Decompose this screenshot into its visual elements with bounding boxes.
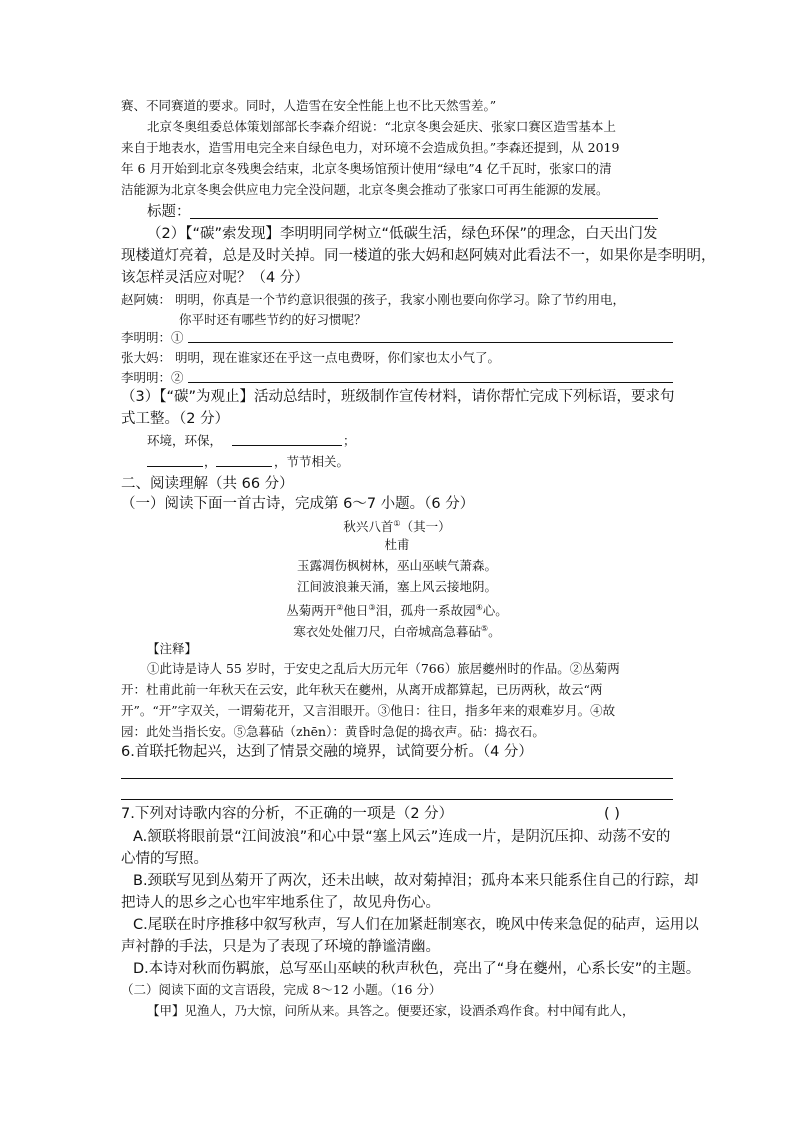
option-c: C.尾联在时序推移中叙写秋声，写人们在加紧赶制寒衣，晚风中传来急促的砧声，运用以: [133, 917, 699, 933]
option-b-cont: 把诗人的思乡之心也牢牢地系住了，故见舟伤心。: [121, 895, 440, 911]
q2-line: 该怎样灵活应对呢？（4 分）: [121, 270, 309, 286]
slogan-start: 环境，环保，: [147, 433, 223, 448]
poem-author: 杜甫: [384, 537, 410, 552]
part-heading: （一）阅读下面一首古诗，完成第 6～7 小题。（6 分）: [121, 496, 475, 512]
q6-stem: 6.首联托物起兴，达到了情景交融的境界，试简要分析。（4 分）: [121, 744, 533, 760]
q2-line: 现楼道灯亮着，总是及时关掉。同一楼道的张大妈和赵阿姨对此看法不一，如果你是李明明，: [121, 248, 716, 264]
news-line: 年 6 月开始到北京冬残奥会结束，北京冬奥场馆预计使用“绿电”4 亿千瓦时，张家口的清: [121, 161, 612, 176]
dialogue-zhao: 你平时还有哪些节约的好习惯呢？: [179, 312, 367, 327]
note-line: ①此诗是诗人 55 岁时，于安史之乱后大历元年（766）旅居夔州时的作品。②丛菊两: [147, 661, 620, 676]
option-d: D.本诗对秋而伤羁旅，总写巫山巫峡的秋声秋色，亮出了“身在夔州，心系长安”的主题。: [133, 961, 701, 977]
dialogue-li-2: 李明明：②: [121, 370, 184, 385]
slogan-blank-1[interactable]: [232, 445, 342, 446]
classical-text-line: 【甲】见渔人，乃大惊，问所从来。具答之。便要还家，设酒杀鸡作食。村中闻有此人，: [147, 1003, 635, 1018]
note-line: 开”。“开”字双关，一谓菊花开，又言泪眼开。③他日：往日，指多年来的艰难岁月。④故: [121, 703, 616, 718]
poem-line: 丛菊两开②他日③泪，孤舟一系故园④心。: [286, 603, 508, 619]
part-heading: （二）阅读下面的文言语段，完成 8～12 小题。（16 分）: [121, 982, 442, 997]
option-b: B.颈联写见到丛菊开了两次，还未出峡，故对菊掉泪；孤舟本来只能系住自己的行踪，却: [133, 873, 699, 889]
q3-line: （3）【“碳”为观止】活动总结时，班级制作宣传材料，请你帮忙完成下列标语，要求句: [121, 389, 675, 405]
poem-title: 秋兴八首①（其一）: [343, 519, 451, 535]
q7-stem: 7.下列对诗歌内容的分析，不正确的一项是（2 分）: [121, 806, 454, 822]
q6-answer-line-2[interactable]: [121, 799, 673, 800]
slogan-blank-3[interactable]: [216, 466, 272, 467]
news-line: 来自于地表水，造雪用电完全来自绿色电力，对环境不会造成负担。”李森还提到，从 2019: [121, 140, 620, 155]
poem-line: 玉露凋伤枫树林，巫山巫峡气萧森。: [296, 558, 497, 573]
answer-line-1[interactable]: [188, 342, 673, 343]
poem-line: 江间波浪兼天涌，塞上风云接地阴。: [296, 579, 497, 594]
dialogue-zhang: 张大妈： 明明，现在谁家还在乎这一点电费呀，你们家也太小气了。: [121, 350, 500, 365]
q3-line: 式工整。（2 分）: [121, 411, 230, 427]
q7-answer-paren[interactable]: ( ): [604, 806, 620, 822]
option-a-cont: 心情的写照。: [121, 851, 208, 867]
news-line: 洁能源为北京冬奥会供应电力完全没问题，北京冬奥会推动了张家口可再生能源的发展。: [121, 182, 609, 197]
slogan-end: ，节节相关。: [274, 454, 350, 469]
dialogue-zhao: 赵阿姨： 明明，你真是一个节约意识很强的孩子，我家小刚也要向你学习。除了节约用电，: [121, 292, 625, 307]
option-a: A.颔联将眼前景“江间波浪”和心中景“塞上风云”连成一片，是阴沉压抑、动荡不安的: [133, 829, 671, 845]
slogan-blank-2[interactable]: [147, 466, 203, 467]
dialogue-li-1: 李明明：①: [121, 330, 184, 345]
slogan-punct: ，: [204, 454, 217, 469]
news-line: 北京冬奥组委总体策划部部长李森介绍说：“北京冬奥会延庆、张家口赛区造雪基本上: [147, 119, 616, 134]
note-line: 开：杜甫此前一年秋天在云安，此年秋天在夔州，从离开成都算起，已历两秋，故云“两: [121, 682, 603, 697]
q2-line: （2）【“碳”索发现】李明明同学树立“低碳生活，绿色环保”的理念，白天出门发: [147, 226, 658, 242]
poem-line: 寒衣处处催刀尺，白帝城高急暮砧⑤。: [293, 624, 501, 640]
slogan-punct: ；: [343, 433, 356, 448]
q6-answer-line-1[interactable]: [121, 778, 673, 779]
section-heading: 二、阅读理解（共 66 分）: [121, 476, 294, 492]
option-c-cont: 声衬静的手法，只是为了表现了环境的静谧清幽。: [121, 939, 440, 955]
news-line: 赛、不同赛道的要求。同时，人造雪在安全性能上也不比天然雪差。”: [121, 98, 497, 113]
notes-heading: 【注释】: [147, 641, 198, 656]
title-answer-line[interactable]: [190, 218, 658, 219]
note-line: 园：此处当指长安。⑤急暮砧（zhēn）：黄昏时急促的捣衣声。砧：捣衣石。: [121, 724, 545, 739]
answer-line-2[interactable]: [188, 382, 673, 383]
title-label: 标题：: [147, 204, 191, 220]
